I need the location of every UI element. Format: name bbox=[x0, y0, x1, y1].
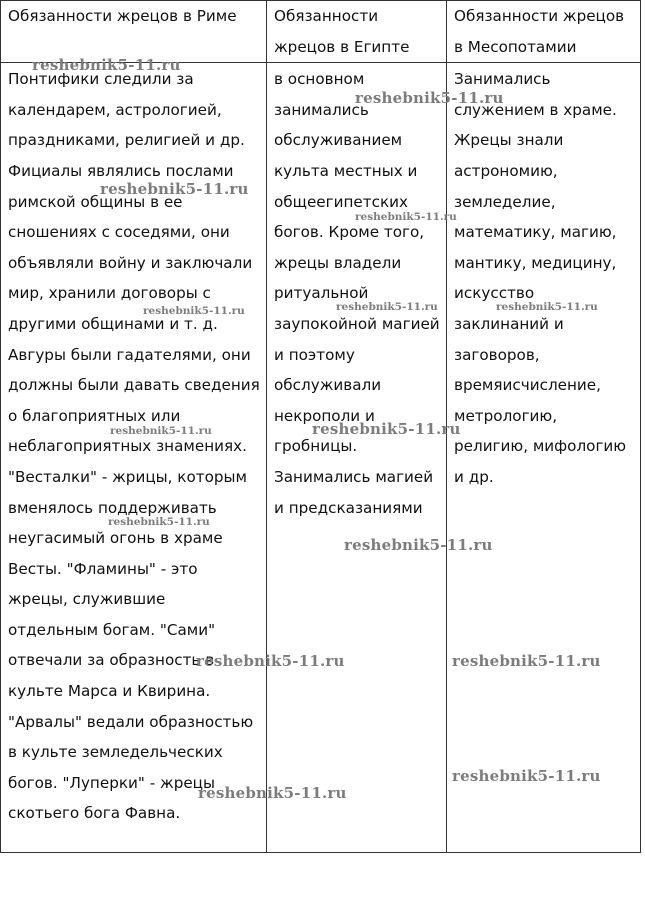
watermark: reshebnik5-11.ru bbox=[110, 425, 212, 437]
watermark: reshebnik5-11.ru bbox=[452, 767, 601, 785]
watermark: reshebnik5-11.ru bbox=[336, 301, 438, 313]
content-row bbox=[1, 63, 641, 853]
cell-mesopotamia bbox=[447, 63, 641, 853]
header-row bbox=[1, 1, 641, 63]
egypt-text-1: в основном занимались обслуживанием культа местных и общеегипетских богов. Кроме того, жрецы владели ритуальной заупокойной магией и поэтому обслуживали некрополи и гробницы. bbox=[274, 70, 440, 456]
watermark: reshebnik5-11.ru bbox=[355, 211, 457, 223]
watermark: reshebnik5-11.ru bbox=[108, 516, 210, 528]
header-egypt: Обязанности жрецов в Египте bbox=[267, 1, 447, 63]
cell-rome bbox=[1, 63, 267, 853]
watermark: reshebnik5-11.ru bbox=[355, 89, 504, 107]
watermark: reshebnik5-11.ru bbox=[198, 784, 347, 802]
mesopotamia-text: Занимались служением в храме. Жрецы знали астрономию, земледелие, математику, магию, мантику, медицину, искусство заклинаний и заговоров, времяисчисление, метрологию, религию, мифологию и др. bbox=[454, 70, 627, 486]
watermark: reshebnik5-11.ru bbox=[143, 305, 245, 317]
watermark: reshebnik5-11.ru bbox=[344, 536, 493, 554]
watermark: reshebnik5-11.ru bbox=[32, 56, 181, 74]
watermark: reshebnik5-11.ru bbox=[100, 180, 249, 198]
egypt-text-2: Занимались магией и предсказаниями bbox=[274, 467, 434, 517]
watermark: reshebnik5-11.ru bbox=[196, 652, 345, 670]
header-mesopotamia: Обязанности жрецов в Месопотамии bbox=[447, 1, 641, 63]
cell-egypt bbox=[267, 63, 447, 853]
rome-text: Понтифики следили за календарем, астрологией, праздниками, религией и др. Фициалы являлись послами римской общины в ее сношениях с соседями, они объявляли войну и заключали мир, хранили договоры с другими общинами и т. д. Авгуры были гадателями, они должны были давать сведения о благоприятных или неблагоприятных знамениях. "Весталки" - жрицы, которым вменялось поддерживать неугасимый огонь в храме Весты. "Фламины" - это жрецы, служившие отдельным богам. "Сами" отвечали за образность в культе Марса и Квирина. "Арвалы" ведали образностью в культе земледельческих богов. "Луперки" - жрецы скотьего бога Фавна. bbox=[8, 70, 260, 823]
watermark: reshebnik5-11.ru bbox=[496, 301, 598, 313]
header-rome: Обязанности жрецов в Риме bbox=[1, 1, 267, 63]
watermark: reshebnik5-11.ru bbox=[312, 420, 461, 438]
watermark: reshebnik5-11.ru bbox=[452, 652, 601, 670]
